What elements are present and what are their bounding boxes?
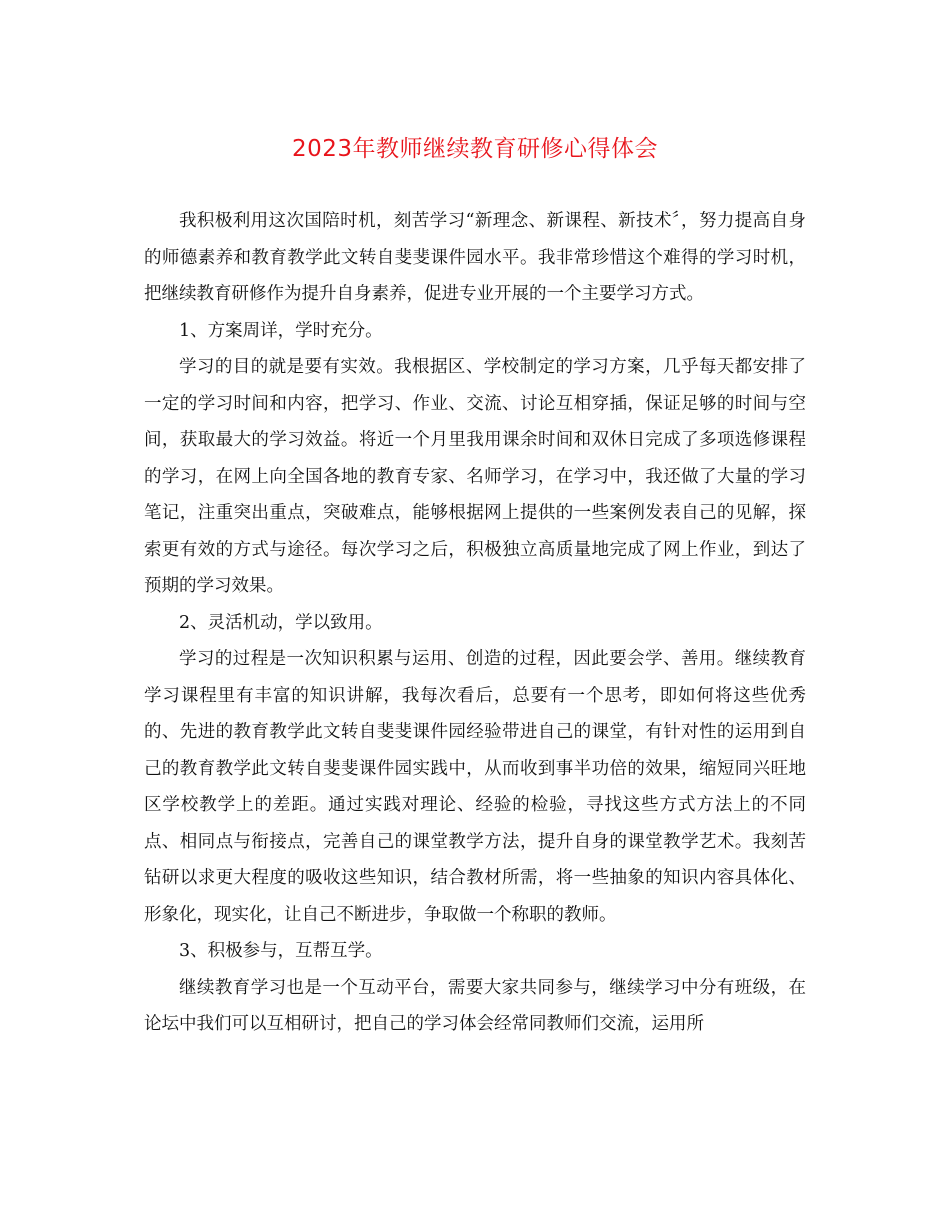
paragraph-intro: 我积极利用这次国陪时机，刻苦学习“新理念、新课程、新技术〞，努力提高自身的师德素养和教育教学此文转自斐斐课件园水平。我非常珍惜这个难得的学习时机，把继续教育研修作为提升自身素养，促进专业开展的一个主要学习方式。: [144, 211, 806, 304]
paragraph-section-1: 学习的目的就是要有实效。我根据区、学校制定的学习方案，几乎每天都安排了一定的学习时间和内容，把学习、作业、交流、讨论互相穿插，保证足够的时间与空间，获取最大的学习效益。将近一个月里我用课余时间和双休日完成了多项选修课程的学习，在网上向全国各地的教育专家、名师学习，在学习中，我还做了大量的学习笔记，注重突出重点，突破难点，能够根据网上提供的一些案例发表自己的见解，探索更有效的方式与途径。每次学习之后，积极独立高质量地完成了网上作业，到达了预期的学习效果。: [144, 357, 806, 596]
document-body: [144, 203, 806, 1043]
paragraph-section-2: 学习的过程是一次知识积累与运用、创造的过程，因此要会学、善用。继续教育学习课程里有丰富的知识讲解，我每次看后，总要有一个思考，即如何将这些优秀的、先进的教育教学此文转自斐斐课件园经验带进自己的课堂，有针对性的运用到自己的教育教学此文转自斐斐课件园实践中，从而收到事半功倍的效果，缩短同兴旺地区学校教学上的差距。通过实践对理论、经验的检验，寻找这些方式方法上的不同点、相同点与衔接点，完善自己的课堂教学方法，提升自身的课堂教学艺术。我刻苦钻研以求更大程度的吸收这些知识，结合教材所需，将一些抽象的知识内容具体化、形象化，现实化，让自己不断进步，争取做一个称职的教师。: [144, 649, 806, 925]
section-heading-1: 1、方案周详，学时充分。: [179, 320, 383, 341]
section-heading-2: 2、灵活机动，学以致用。: [179, 612, 383, 633]
document-title: 2023年教师继续教育研修心得体会: [291, 136, 659, 162]
section-heading-3: 3、积极参与，互帮互学。: [179, 941, 383, 961]
paragraph-section-3: 继续教育学习也是一个互动平台，需要大家共同参与，继续学习中分有班级，在论坛中我们可以互相研讨，把自己的学习体会经常同教师们交流，运用所: [144, 977, 806, 1034]
